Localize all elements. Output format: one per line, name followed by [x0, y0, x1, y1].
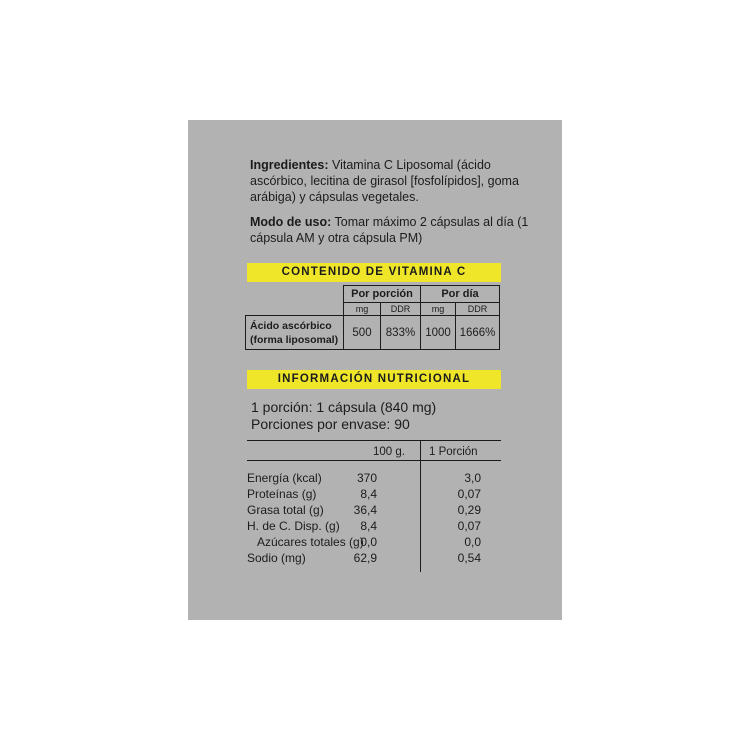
vitamin-section-title: CONTENIDO DE VITAMINA C — [247, 263, 501, 282]
row-label — [246, 316, 344, 350]
nutrition-row — [247, 502, 501, 518]
usage-text: Tomar máximo 2 cápsulas al día (1 cápsula AM y otra cápsula PM) — [250, 215, 529, 245]
value-per-portion: 0,07 — [457, 519, 481, 533]
header-100g: 100 g. — [373, 446, 405, 458]
ingredients-paragraph — [250, 157, 550, 205]
value-per-portion: 0,07 — [457, 487, 481, 501]
nutrition-row — [247, 534, 501, 550]
value-per-portion: 0,29 — [457, 503, 481, 517]
usage-label: Modo de uso: — [250, 215, 332, 229]
unit-ddr-day: DDR — [456, 303, 500, 316]
nutrition-row — [247, 470, 501, 486]
unit-mg-day: mg — [421, 303, 456, 316]
portion-mg-value: 500 — [344, 316, 381, 350]
nutrition-top-rule — [247, 440, 501, 441]
header-1-portion: 1 Porción — [429, 446, 478, 458]
nutrition-section-title: INFORMACIÓN NUTRICIONAL — [247, 370, 501, 389]
nutrient-label: Grasa total (g) — [247, 503, 324, 517]
value-per-portion: 3,0 — [464, 471, 481, 485]
row-label-line2: (forma liposomal) — [250, 333, 339, 346]
value-per-100g: 62,9 — [353, 551, 377, 565]
nutrition-row — [247, 518, 501, 534]
value-per-100g: 36,4 — [353, 503, 377, 517]
serving-size: 1 porción: 1 cápsula (840 mg) — [251, 399, 437, 415]
nutrient-label: H. de C. Disp. (g) — [247, 519, 340, 533]
day-ddr-value: 1666% — [456, 316, 500, 350]
nutrition-header-rule — [247, 460, 501, 461]
row-label-line1: Ácido ascórbico — [250, 319, 332, 332]
usage-paragraph — [250, 214, 550, 246]
nutrient-label: Proteínas (g) — [247, 487, 317, 501]
servings-per-container: Porciones por envase: 90 — [251, 416, 410, 432]
ingredients-label: Ingredientes: — [250, 158, 329, 172]
value-per-portion: 0,0 — [464, 535, 481, 549]
day-mg-value: 1000 — [421, 316, 456, 350]
ingredients-text: Vitamina C Liposomal (ácido ascórbico, lecitina de girasol [fosfolípidos], goma arábiga) y cápsulas vegetales. — [250, 158, 519, 204]
unit-mg-portion: mg — [344, 303, 381, 316]
nutrient-label: Energía (kcal) — [247, 471, 322, 485]
value-per-100g: 370 — [356, 471, 377, 485]
value-per-portion: 0,54 — [457, 551, 481, 565]
label-panel — [188, 120, 562, 620]
portion-ddr-value: 833% — [381, 316, 421, 350]
value-per-100g: 8,4 — [360, 519, 377, 533]
header-per-day: Por día — [421, 286, 500, 303]
header-per-portion: Por porción — [344, 286, 421, 303]
nutrient-label: Sodio (mg) — [247, 551, 306, 565]
value-per-100g: 8,4 — [360, 487, 377, 501]
unit-ddr-portion: DDR — [381, 303, 421, 316]
value-per-100g: 0,0 — [360, 535, 377, 549]
nutrition-row — [247, 486, 501, 502]
vitamin-c-table — [245, 285, 500, 350]
nutrient-label: Azúcares totales (g) — [257, 535, 364, 549]
nutrition-row — [247, 550, 501, 566]
